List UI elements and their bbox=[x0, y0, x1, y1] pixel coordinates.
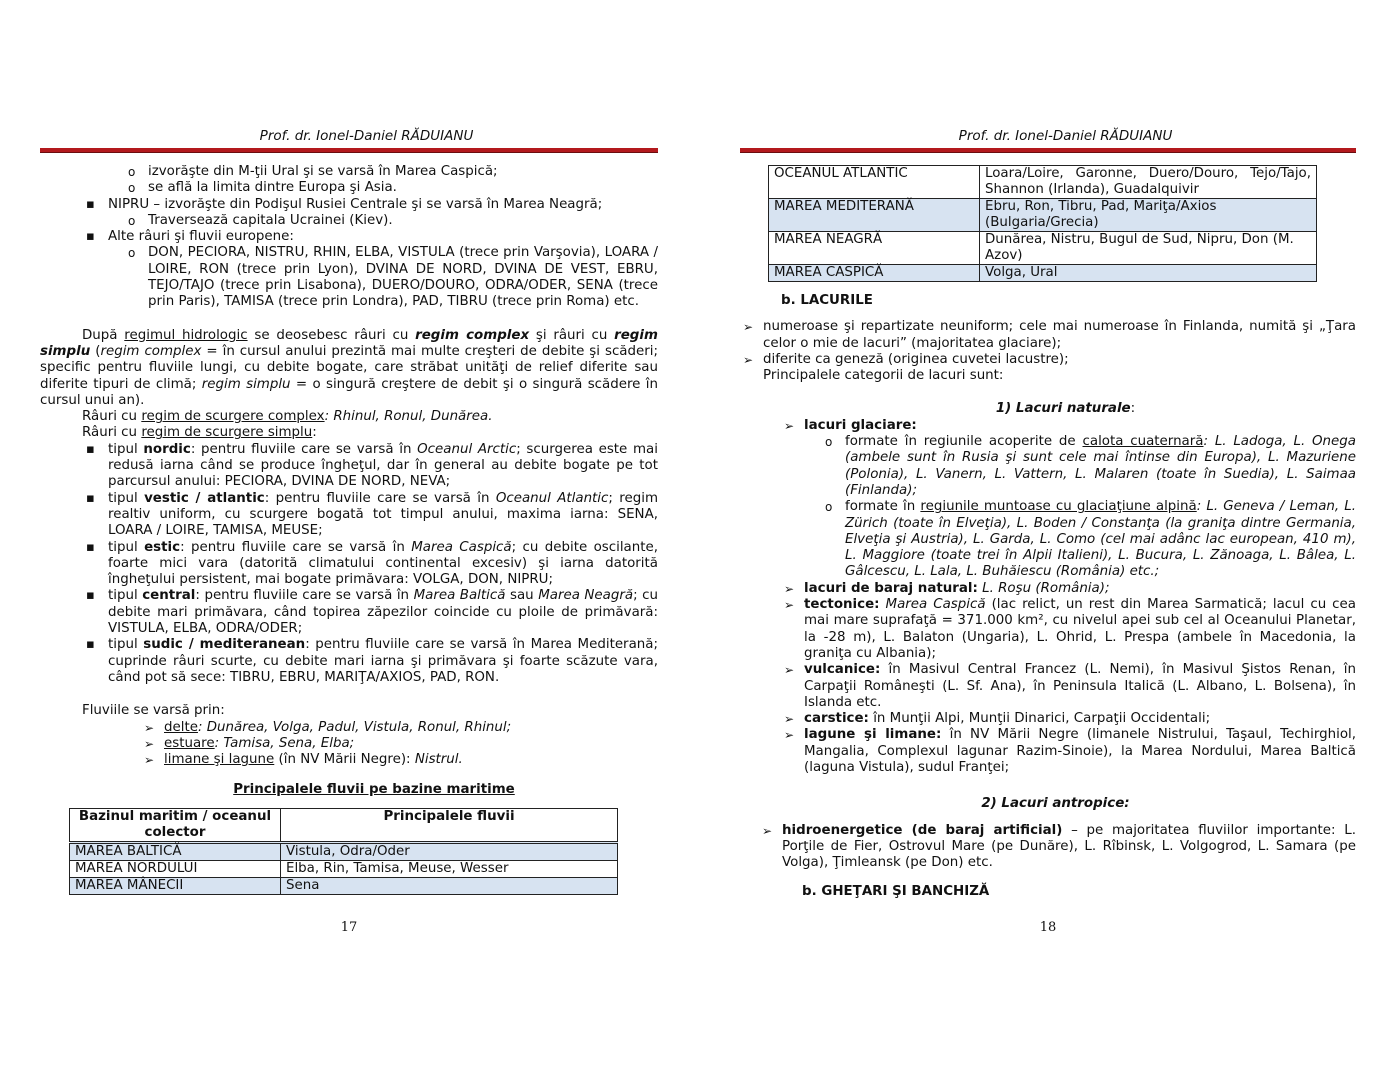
table-row bbox=[70, 877, 618, 894]
list-item-nipru: ▪ NIPRU – izvorăşte din Podişul Rusiei Centrale şi se varsă în Marea Neagră; bbox=[108, 197, 658, 213]
line-simplu: Râuri cu regim de scurgere simplu: bbox=[82, 425, 317, 441]
list-item-nordic: ▪ tipul nordic: pentru fluviile care se varsă în Oceanul Arctic; scurgerea este mai redusă iarna când se produce îngheţul, dar în general au debite bogate pe tot parcursul anului: PECIORA, DVINA DE NORD, NEVA; bbox=[108, 442, 658, 491]
list-item-vestic: ▪ tipul vestic / atlantic: pentru fluviile care se varsă în Oceanul Atlantic; regim realtiv uniform, cu scurgere bogată tot timpul anului, maxima iarna: SENA, LOARA / LOIRE, TAMISA, MEUSE; bbox=[108, 491, 658, 540]
paragraph-regim: După regimul hidrologic se deosebesc râuri cu regim complex şi râuri cu regim simplu (regim complex = în cursul anului prezintă mai multe creşteri de debite şi scăderi; specific pentru fluviile lungi, cu debite bogate, care străbat unităţi de relief diferite sau diferite tipuri de climă; regim simplu = o singură creştere de debit şi o singură scădere în cursul unui an). bbox=[40, 327, 658, 408]
header-rule bbox=[740, 148, 1356, 153]
list-item-lagune: ➢ lagune şi limane: în NV Mării Negre (limanele Nistrului, Taşaul, Techirghiol, Mangalia, Complexul lagunar Razim-Sinoie), la Marea Nordului, Marea Baltică (laguna Vistula), sudul Franţei; bbox=[804, 727, 1356, 776]
list-item: o Traversează capitala Ucrainei (Kiev). bbox=[148, 213, 658, 229]
page-number: 18 bbox=[1039, 920, 1057, 935]
table-cell: MAREA NEAGRĂ bbox=[769, 232, 980, 265]
page-header: Prof. dr. Ionel-Daniel RĂDUIANU bbox=[259, 128, 474, 144]
header-rule bbox=[40, 148, 658, 153]
table-row bbox=[769, 166, 1317, 199]
list-item: o formate în regiunile muntoase cu glaciaţiune alpină: L. Geneva / Leman, L. Zürich (toate în Elveţia), L. Boden / Constanţa (la graniţa dintre Germania, Elveţia şi Austria), L. Garda, L. Como (cel mai adânc lac european, 410 m), L. Maggiore (toate trei în Alpii Italieni), L. Bucura, L. Zănoaga, L. Bâlea, L. Gâlcescu, L. Lala, L. Buhăiescu (România) etc.; bbox=[845, 499, 1356, 580]
list-item: o izvorăşte din M-ţii Ural şi se varsă în Marea Caspică; bbox=[148, 164, 658, 180]
page-number: 17 bbox=[340, 920, 358, 935]
table-header-cell: Principalele fluvii bbox=[281, 808, 618, 842]
list-item: o se află la limita dintre Europa şi Asia. bbox=[148, 180, 658, 196]
list-item-estuare: ➢ estuare: Tamisa, Sena, Elba; bbox=[164, 736, 658, 752]
list-item: ➢ numeroase şi repartizate neuniform; cele mai numeroase în Finlanda, numită şi „Ţara celor o mie de lacuri” (majoritatea glaciare); bbox=[763, 319, 1356, 352]
table-row bbox=[70, 842, 618, 860]
list-item-alte: ▪ Alte râuri şi fluvii europene: bbox=[108, 229, 658, 245]
section-title-lacurile: b. LACURILE bbox=[781, 293, 873, 308]
table-cell: Dunărea, Nistru, Bugul de Sud, Nipru, Don (M. Azov) bbox=[980, 232, 1317, 265]
list-item-delte: ➢ delte: Dunărea, Volga, Padul, Vistula, Ronul, Rhinul; bbox=[164, 720, 658, 736]
right-content bbox=[740, 165, 1356, 900]
page-header: Prof. dr. Ionel-Daniel RĂDUIANU bbox=[958, 128, 1173, 144]
list-item-carstice: ➢ carstice: în Munţii Alpi, Munţii Dinarici, Carpaţii Occidentali; bbox=[804, 711, 1356, 727]
table-cell: Vistula, Odra/Oder bbox=[281, 842, 618, 860]
table-cell: MAREA NORDULUI bbox=[70, 860, 281, 877]
table-header-cell: Bazinul maritim / oceanul colector bbox=[70, 808, 281, 842]
line-fluviile: Fluviile se varsă prin: bbox=[82, 703, 225, 719]
table-cell: MAREA CASPICĂ bbox=[769, 265, 980, 282]
left-page bbox=[40, 0, 658, 1080]
table-cell: Sena bbox=[281, 877, 618, 894]
list-item: o formate în regiunile acoperite de calota cuaternară: L. Ladoga, L. Onega (ambele sunt în Rusia şi sunt cele mai întinse din Europa), L. Mazuriene (Polonia), L. Vanern, L. Vattern, L. Malaren (toate în Suedia), L. Saimaa (Finlanda); bbox=[845, 434, 1356, 499]
table-row bbox=[769, 265, 1317, 282]
table-cell: Volga, Ural bbox=[980, 265, 1317, 282]
list-item-glaciare: ➢ lacuri glaciare: bbox=[804, 418, 1356, 434]
rivers-table bbox=[69, 808, 618, 895]
table-cell: OCEANUL ATLANTIC bbox=[769, 166, 980, 199]
left-content bbox=[40, 164, 658, 895]
rivers-table-continued bbox=[768, 165, 1317, 282]
list-item-baraj: ➢ lacuri de baraj natural: L. Roşu (România); bbox=[804, 581, 1356, 597]
table-row bbox=[769, 232, 1317, 265]
list-item-rivers: o DON, PECIORA, NISTRU, RHIN, ELBA, VISTULA (trece prin Varşovia), LOARA / LOIRE, RON (trece prin Lyon), DVINA DE NORD, DVINA DE VEST, EBRU, TEJO/TAJO (trece prin Lisabona), DUERO/DOURO, ODRA/ODER, SENA (trece prin Paris), TAMISA (trece prin Londra), PAD, TIBRU (trece prin Roma) etc. bbox=[148, 245, 658, 310]
list-item-estic: ▪ tipul estic: pentru fluviile care se varsă în Marea Caspică; cu debite oscilante, foarte mici vara (datorită climatului continental excesiv) şi iarna datorită îngheţului persistent, mai bogate primăvara: VOLGA, DON, NIPRU; bbox=[108, 540, 658, 589]
table-cell: Loara/Loire, Garonne, Duero/Douro, Tejo/Tajo, Shannon (Irlanda), Guadalquivir bbox=[980, 166, 1317, 199]
list-item-central: ▪ tipul central: pentru fluviile care se varsă în Marea Baltică sau Marea Neagră; cu debite mari primăvara, când topirea zăpezilor coincide cu ploile de primăvară: VISTULA, ELBA, ODRA/ODER; bbox=[108, 588, 658, 637]
section-title-ghetari: b. GHEŢARI ŞI BANCHIZĂ bbox=[802, 883, 990, 899]
list-item-limane: ➢ limane şi lagune (în NV Mării Negre): Nistrul. bbox=[164, 752, 658, 768]
list-item: ➢ diferite ca geneză (originea cuvetei lacustre); bbox=[763, 352, 1356, 368]
subsection-title-antropice: 2) Lacuri antropice: bbox=[981, 796, 1130, 812]
table-title: Principalele fluvii pe bazine maritime bbox=[233, 782, 515, 798]
table-cell: Ebru, Ron, Tibru, Pad, Mariţa/Axios (Bulgaria/Grecia) bbox=[980, 199, 1317, 232]
list-item-tectonice: ➢ tectonice: Marea Caspică (lac relict, un rest din Marea Sarmatică; lacul cu cea mai mare suprafaţă = 371.000 km², cu nivelul apei sub cel al Oceanului Planetar, la -28 m), L. Balaton (Ungaria), L. Ohrid, L. Prespa (ambele în Macedonia, la graniţa cu Albania); bbox=[804, 597, 1356, 662]
list-item-hidroenergetice: ➢ hidroenergetice (de baraj artificial) – pe majoritatea fluviilor importante: L. Porţile de Fier, Ostrovul Mare (pe Dunăre), L. Rîbinsk, L. Volgogrod, L. Samara (pe Volga), Ţimleansk (pe Don) etc. bbox=[782, 823, 1356, 872]
table-cell: MAREA MÂNECII bbox=[70, 877, 281, 894]
table-cell: Elba, Rin, Tamisa, Meuse, Wesser bbox=[281, 860, 618, 877]
table-row bbox=[769, 199, 1317, 232]
line-complex: Râuri cu regim de scurgere complex: Rhinul, Ronul, Dunărea. bbox=[82, 409, 493, 425]
subsection-title-naturale: 1) Lacuri naturale: bbox=[995, 401, 1136, 417]
right-page bbox=[740, 0, 1356, 1080]
table-cell: MAREA MEDITERANĂ bbox=[769, 199, 980, 232]
table-header-row bbox=[70, 808, 618, 842]
table-cell: MAREA BALTICĂ bbox=[70, 842, 281, 860]
line-categorii: Principalele categorii de lacuri sunt: bbox=[763, 368, 1004, 384]
list-item-vulcanice: ➢ vulcanice: în Masivul Central Francez (L. Nemi), în Masivul Şistos Renan, în Carpaţii Româneşti (L. Sf. Ana), în Peninsula Italică (L. Albano, L. Bolsena), în Islanda etc. bbox=[804, 662, 1356, 711]
table-row bbox=[70, 860, 618, 877]
list-item-sudic: ▪ tipul sudic / mediteranean: pentru fluviile care se varsă în Marea Mediterană; cuprinde râuri scurte, cu debite mari iarna şi primăvara şi foarte scăzute vara, când pot să sece: TIBRU, EBRU, MARIŢA/AXIOS, PAD, RON. bbox=[108, 637, 658, 686]
